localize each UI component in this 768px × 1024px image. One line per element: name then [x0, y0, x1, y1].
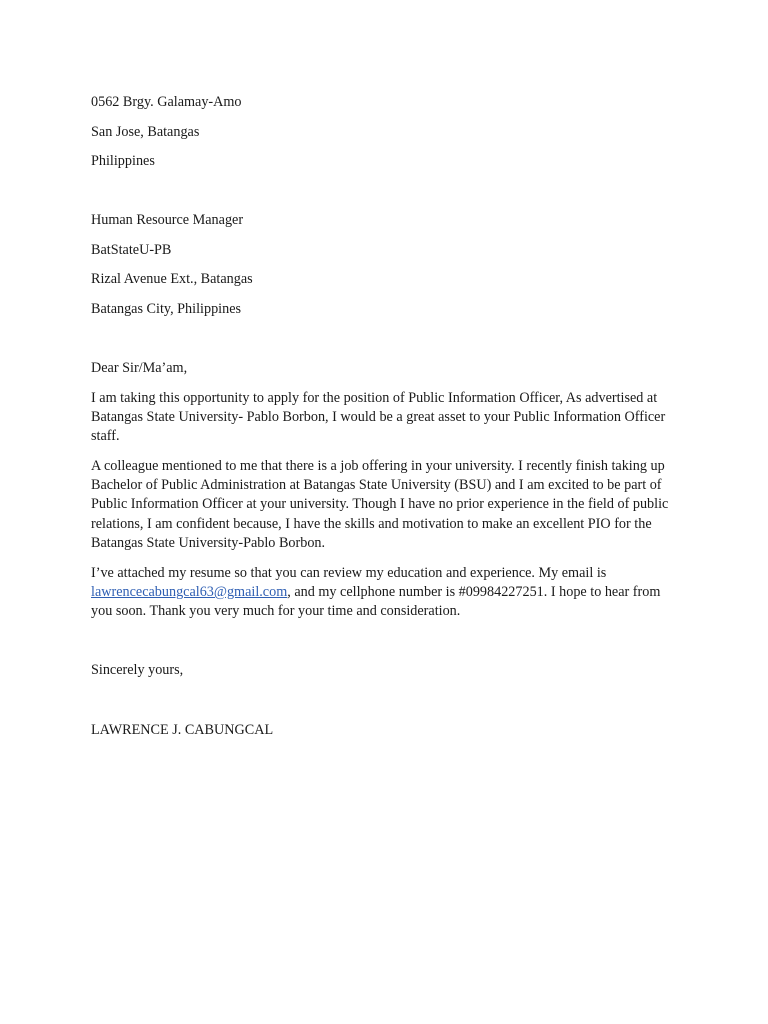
body-paragraph-3 — [91, 564, 681, 622]
closing: Sincerely yours, — [91, 662, 184, 678]
sender-address-line1: 0562 Brgy. Galamay-Amo — [91, 94, 242, 110]
email-link[interactable]: lawrencecabungcal63@gmail.com — [91, 584, 288, 601]
paragraph-3-text-after-email: , and my cellphone number is #09984227251. I hope to hear from you soon. Thank you very much for your time and consideration. — [91, 584, 661, 620]
salutation: Dear Sir/Ma’am, — [91, 360, 188, 376]
recipient-street: Rizal Avenue Ext., Batangas — [91, 271, 253, 287]
recipient-city: Batangas City, Philippines — [91, 301, 242, 317]
body-paragraph-1: I am taking this opportunity to apply for the position of Public Information Officer, As advertised at Batangas State University- Pablo Borbon, I would be a great asset to your Public Information Officer staff. — [91, 390, 666, 445]
recipient-organization: BatStateU-PB — [91, 242, 172, 258]
recipient-title: Human Resource Manager — [91, 212, 244, 228]
paragraph-3-text-before-email: I’ve attached my resume so that you can review my education and experience. My email is — [91, 565, 607, 581]
sender-country: Philippines — [91, 153, 155, 169]
sender-address-line2: San Jose, Batangas — [91, 124, 200, 140]
signature-name: LAWRENCE J. CABUNGCAL — [91, 722, 274, 738]
body-paragraph-2: A colleague mentioned to me that there is a job offering in your university. I recently finish taking up Bachelor of Public Administration at Batangas State University (BSU) and I am excited to be part of Public Information Officer at your university. Though I have no prior experience in the field of public relations, I am confident because, I have the skills and motivation to make an excellent PIO for the Batangas State University-Pablo Borbon. — [91, 458, 669, 551]
